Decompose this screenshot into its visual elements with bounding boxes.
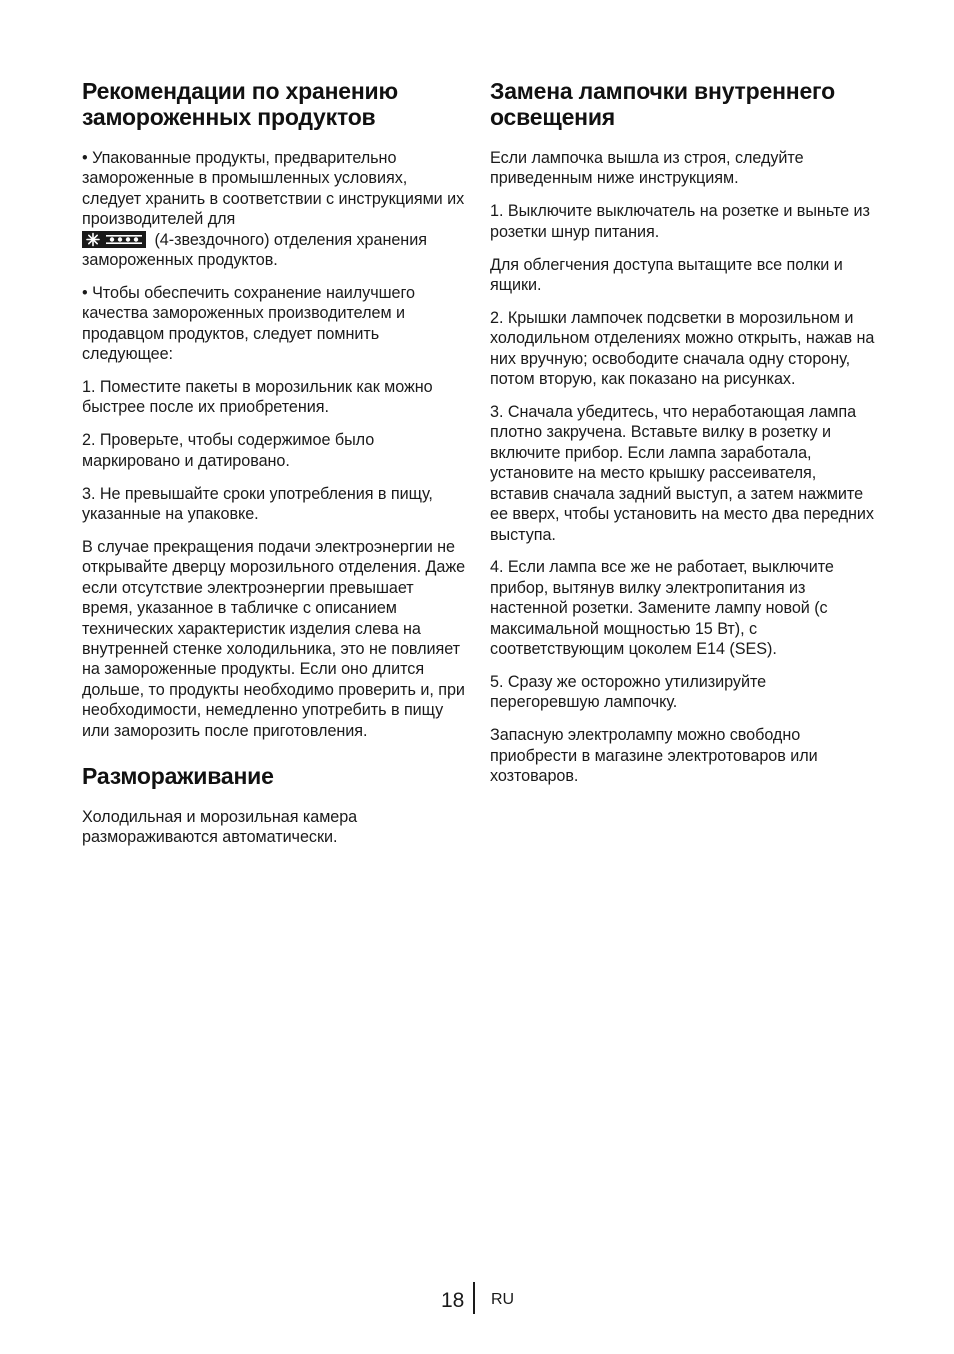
lamp-paragraph-8: Запасную электролампу можно свободно приобрести в магазине электротоваров или хозтоваров.: [490, 726, 818, 786]
four-star-freezer-icon: [82, 231, 146, 248]
list-item-1: 1. Поместите пакеты в морозильник как можно быстрее после их приобретения.: [82, 378, 433, 417]
lamp-heading: Замена лампочки внутреннего освещения: [490, 78, 835, 130]
lamp-paragraph-5: 3. Сначала убедитесь, что неработающая лампа плотно закручена. Вставьте вилку в розетку и включите прибор. Если лампа заработала, установите на место крышку рассеивателя, вставив сначала задний выступ, а затем нажмите ее вверх, чтобы установить на место два передних выступа.: [490, 403, 874, 544]
list-item-2: 2. Проверьте, чтобы содержимое было маркировано и датировано.: [82, 431, 375, 470]
left-column: [82, 78, 466, 860]
lamp-paragraph-3: Для облегчения доступа вытащите все полки и ящики.: [490, 255, 843, 295]
footer-divider: [473, 1282, 475, 1314]
lamp-paragraph-7: 5. Сразу же осторожно утилизируйте перегоревшую лампочку.: [490, 672, 767, 712]
bullet-packaged-text-start: • Упакованные продукты, предварительно замороженные в промышленных условиях, следует хранить в соответствии с инструкциями их производителей для: [82, 149, 465, 229]
lamp-paragraph-1: Если лампочка вышла из строя, следуйте приведенным ниже инструкциям.: [490, 149, 804, 188]
language-code: RU: [491, 1291, 515, 1308]
power-outage-paragraph: В случае прекращения подачи электроэнергии не открывайте дверцу морозильного отделения. Даже если отсутствие электроэнергии превышает время, указанное в табличке с описанием технических характеристик изделия слева на внутренней стенке холодильника, это не повлияет на замороженные продукты. Если оно длится дольше, то продукты необходимо проверить и, при необходимости, немедленно употребить в пищу или заморозить после приготовления.: [82, 538, 466, 740]
lamp-paragraph-6: 4. Если лампа все же не работает, выключите прибор, вытянув вилку электропитания из настенной розетки. Замените лампу новой (с максимальной мощностью 15 Вт), с соответствующим цоколем E14 (SES).: [490, 558, 834, 659]
bullet-packaged-text-end: (4-звездочного) отделения хранения замороженных продуктов.: [82, 230, 427, 270]
lamp-paragraph-4: 2. Крышки лампочек подсветки в морозильном и холодильном отделениях можно открыть, нажав на них вручную; освободите сначала одну сторону, потом вторую, как показано на рисунках.: [490, 308, 875, 389]
list-item-3: 3. Не превышайте сроки употребления в пищу, указанные на упаковке.: [82, 484, 433, 524]
page-number: 18: [441, 1289, 465, 1312]
defrost-paragraph: Холодильная и морозильная камера размораживаются автоматически.: [82, 808, 358, 847]
bullet-packaged-products: [82, 148, 466, 270]
bullet-quality: • Чтобы обеспечить сохранение наилучшего качества замороженных производителем и продавцом продуктов, следует помнить следующее:: [82, 283, 415, 364]
defrost-heading: Размораживание: [82, 763, 274, 790]
lamp-paragraph-2: 1. Выключите выключатель на розетке и выньте из розетки шнур питания.: [490, 202, 870, 241]
right-column: [490, 78, 875, 799]
storage-heading: Рекомендации по хранению замороженных продуктов: [82, 78, 398, 130]
